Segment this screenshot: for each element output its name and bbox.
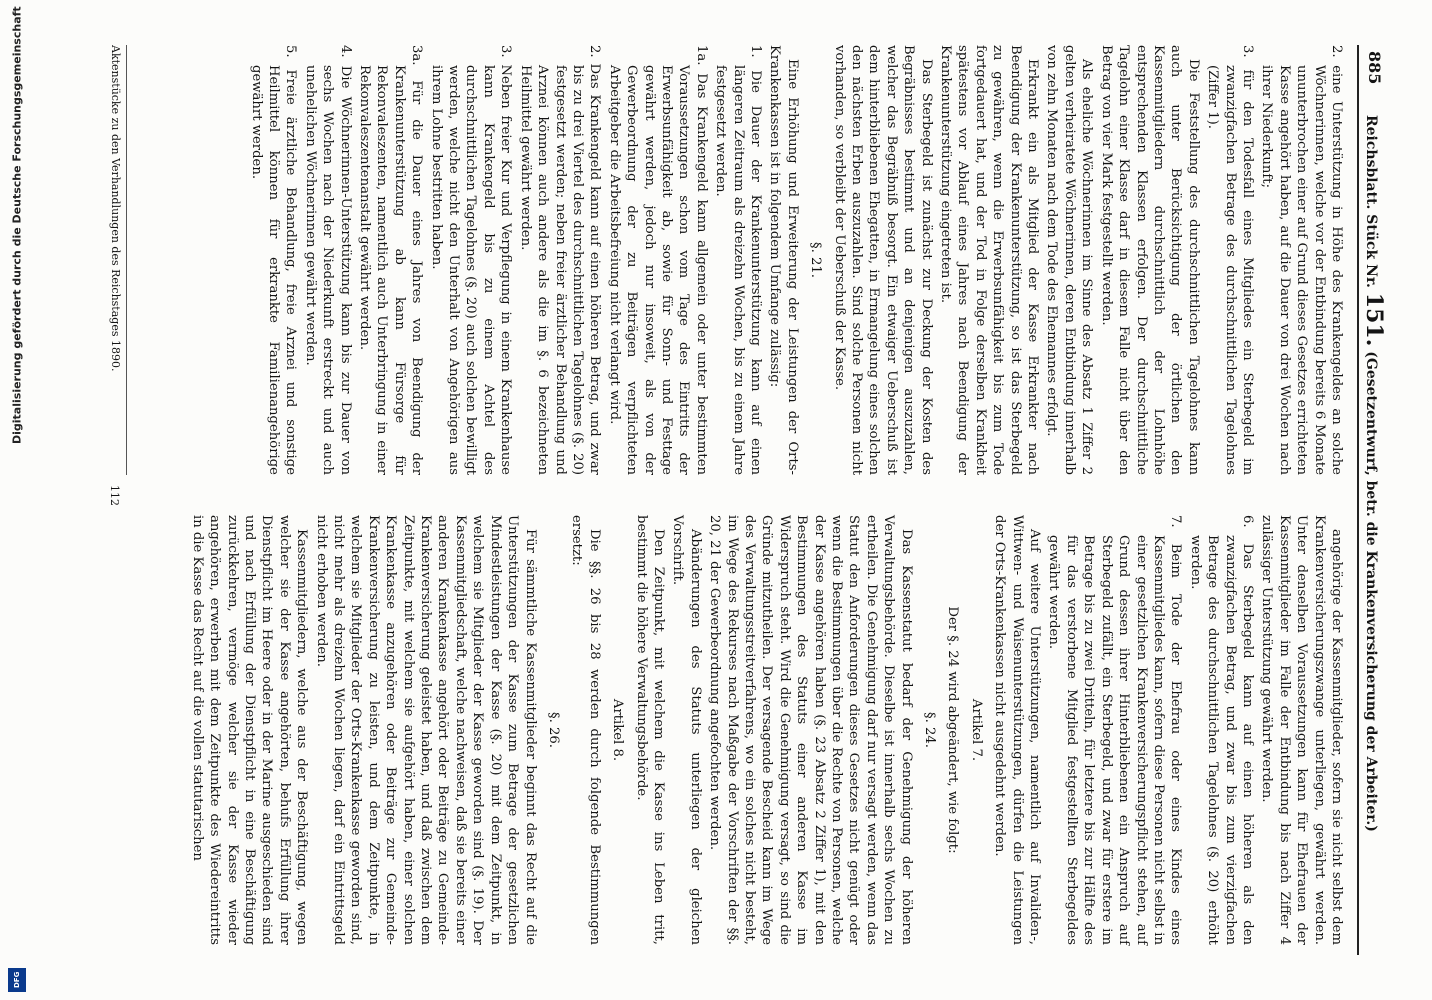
header-title-number: 151. (1361, 292, 1387, 347)
page-header (1357, 45, 1385, 955)
rotated-document-page (45, 45, 1385, 955)
header-title-prefix: Reichsblatt. Stück Nr. (1363, 115, 1379, 288)
page-number: 885 (1365, 51, 1384, 85)
numbered-item: 1a. Das Krankengeld kann allgemein oder unter bestimmten Voraussetzungen schon vom Tage des Eintritts der Erwerbsunfähigkeit ab, sowie für Sonn- und Festtage gewährt werden, jedoch nur insoweit, als von der Gewerbeordnung der zu Beiträgen verpflichteten Arbeitgeber die Arbeitsbefreiung nicht verlangt wird. (606, 45, 709, 475)
paragraph: Kassenmitgliedern, welche aus der Beschäftigung, wegen welcher sie der Kasse angehörten, behufs Erfüllung ihrer Dienstpflicht im Heere oder in der Marine ausgeschieden sind und nach Erfüllung der Dienstpflicht in eine Beschäftigung zurückkehren, vermöge welcher sie der Kasse wieder angehören, erwerben mit dem Zeitpunkte des Wiedereintritts in die Kasse das Recht auf die vollen statutarischen (189, 515, 310, 945)
left-column (245, 45, 1345, 475)
section-heading: Artikel 7. (968, 698, 984, 762)
page-header-title (1361, 115, 1387, 832)
numbered-item: 3a. Für die Dauer eines Jahres von Beendigung der Krankenunterstützung ab kann Fürsorge für Rekonvaleszenten, namentlich auch Unterbringung in einer Rekonvaleszentenanstalt gewährt werden. (357, 45, 425, 475)
right-column (186, 515, 1345, 945)
numbered-item: 3. für den Todesfall eines Mitgliedes ein Sterbegeld im zwanzigfachen Betrage des durchschnittlichen Tagelohnes (Ziffer 1). (1205, 45, 1255, 475)
numbered-item: 6. Das Sterbegeld kann auf einen höheren als den zwanzigfachen Betrag, und zwar bis zum vierzigfachen Betrage des durchschnittlichen Tagelohnes (§. 20) erhöht werden. (1187, 515, 1255, 945)
section-heading: §. 26. (545, 712, 561, 748)
paragraph: Das Sterbegeld ist zunächst zur Deckung der Kosten des Begräbnisses bestimmt und an denjenigen auszuzahlen, welcher das Begräbniß besorgt. Ein etwaiger Ueberschuß ist dem hinterbliebenen Ehegatten, in Ermangelung eines solchen den nächsten Erben auszuzahlen. Sind solche Personen nicht vorhanden, so verbleibt der Ueberschuß der Kasse. (831, 45, 934, 475)
paragraph: Die Feststellung des durchschnittlichen Tagelohnes kann auch unter Berücksichtigung der örtlichen den Kassenmitgliedern durchschnittlich der Lohnhöhe entsprechenden Klassen erfolgen. Der durchschnittliche Tagelohn einer Klasse darf in diesem Falle nicht über den Betrag von vier Mark festgestellt werden. (1098, 45, 1201, 475)
numbered-item: 1. Die Dauer der Krankenunterstützung kann auf einen längeren Zeitraum als dreizehn Wochen, bis zu einem Jahre festgesetzt werden. (713, 45, 763, 475)
header-title-suffix: (Gesetzentwurf, betr. die Krankenversicherung der Arbeiter.) (1363, 351, 1379, 832)
paragraph: Auf weitere Unterstützungen, namentlich auf Invaliden-, Wittwen- und Waisenunterstützungen, dürfen die Leistungen der Orts-Krankenkassen nicht ausgedehnt werden. (992, 515, 1043, 945)
paragraph: Für sämmtliche Kassenmitglieder beginnt das Recht auf die Unterstützungen der Kasse zum Betrage der gesetzlichen Mindestleistungen der Kasse (§. 20) mit dem Zeitpunkt, in welchem sie Mitglieder der Kasse geworden sind (§. 19). Der Kassenmitgliedschaft, welche nachweisen, daß sie bereits einer anderen Krankenkasse angehört oder Beiträge zu Gemeinde-Krankenversicherung geleistet haben, und daß zwischen dem Zeitpunkte, mit welchem sie aufgehört haben, einer solchen Krankenkasse anzugehören oder Beiträge zur Gemeinde-Krankenversicherung zu leisten, und dem Zeitpunkte, in welchem sie Mitglieder der Orts-Krankenkasse geworden sind, nicht mehr als dreizehn Wochen liegen, darf ein Eintrittsgeld nicht erhoben werden. (313, 515, 538, 945)
paragraph: Als eheliche Wöchnerinnen im Sinne des Absatz 1 Ziffer 2 gelten verheiratete Wöchnerinnen, deren Entbindung innerhalb von zehn Monaten nach dem Tode des Ehemannes erfolgt. (1044, 45, 1095, 475)
numbered-item: 7. Beim Tode der Ehefrau oder eines Kindes eines Kassenmitgliedes kann, sofern diese Personen nicht selbst in einer gesetzlichen Krankenversicherungspflicht stehen, auf Grund dessen ihrer Hinterbliebenen ein Anspruch auf Sterbegeld zufällt, ein Sterbegeld, und zwar für erstere im Betrage bis zu zwei Dritteln, für letztere bis zur Hälfte des für das verstorbene Mitglied festgestellten Sterbegeldes gewährt werden. (1046, 515, 1184, 945)
dfg-logo: DFG (8, 968, 26, 992)
section-heading: §. 21. (808, 242, 824, 278)
numbered-item: 2. Das Krankengeld kann auf einen höheren Betrag, und zwar bis zu drei Viertel des durchschnittlichen Tagelohnes (§. 20) festgesetzt werden; neben freier ärztlicher Behandlung und Arznei können auch andere als die im §. 6 bezeichneten Heilmittel gewährt werden. (517, 45, 603, 475)
section-heading: §. 24. (922, 712, 938, 748)
paragraph: Erkrankt ein als Mitglied der Kasse Erkrankter nach Beendigung der Krankenunterstützung, so ist das Sterbegeld zu gewähren, wenn die Erwerbsunfähigkeit bis zum Tode fortgedauert hat, und der Tod in Folge derselben Krankheit spätestens vor Ablauf eines Jahres nach Beendigung der Krankenunterstützung eingetreten ist. (938, 45, 1041, 475)
numbered-item: 5. Freie ärztliche Behandlung, freie Arznei und sonstige Heilmittel können für erkrankte Familienangehörige gewährt werden. (248, 45, 299, 475)
paragraph: Eine Erhöhung und Erweiterung der Leistungen der Orts-Krankenkassen ist in folgendem Umfange zulässig: (767, 45, 800, 475)
paragraph: Das Kassenstatut bedarf der Genehmigung der höheren Verwaltungsbehörde. Dieselbe ist innerhalb sechs Wochen zu ertheilen. Die Genehmigung darf nur versagt werden, wenn das Statut den Anforderungen dieses Gesetzes nicht genügt oder wenn die Bestimmungen über die Rechte von Personen, welche der Kasse angehören haben (§. 23 Absatz 2 Ziffer 1), mit den Bestimmungen des Statuts einer anderen Kasse im Widerspruch steht. Wird die Genehmigung versagt, so sind die Gründe mitzutheilen. Der versagende Bescheid kann im Wege des Verwaltungsstreitverfahrens, wo ein solches nicht besteht, im Wege des Rekurses nach Maßgabe der Vorschriften der §§. 20, 21 der Gewerbeordnung angefochten werden. (707, 515, 914, 945)
footer-note: Aktenstücke zu den Verhandlungen des Reichstages 1890. (107, 45, 127, 475)
paragraph: Den Zeitpunkt, mit welchem die Kasse ins Leben tritt, bestimmt die höhere Verwaltungsbehörde. (633, 515, 666, 945)
paragraph: Abänderungen des Statuts unterliegen der gleichen Vorschrift. (670, 515, 703, 945)
paragraph: angehörige der Kassenmitglieder, sofern sie nicht selbst dem Krankenversicherungszwange unterliegen, gewährt werden. Unter denselben Voraussetzungen kann für Ehefrauen der Kassenmitglieder im Falle der Entbindung bis nach Ziffer 4 zulässiger Unterstützung gewährt werden. (1259, 515, 1344, 945)
digitization-credit: Digitalisierung gefördert durch die Deutsche Forschungsgemeinschaft (10, 6, 24, 444)
section-heading: Artikel 8. (610, 698, 626, 762)
page-foot-number: 112 (108, 485, 121, 506)
numbered-item: 2. eine Unterstützung in Höhe des Krankengeldes an solche Wöchnerinnen, welche vor der Entbindung bereits 6 Monate ununterbrochen einer auf Grund dieses Gesetzes errichteten Kasse angehört haben, auf die Dauer von drei Wochen nach ihrer Niederkunft; (1259, 45, 1344, 475)
paragraph: Die §§. 26 bis 28 werden durch folgende Bestimmungen ersetzt: (569, 515, 602, 945)
numbered-item: 3. Neben freier Kur und Verpflegung in einem Krankenhause kann Krankengeld bis zu einem Achtel des durchschnittlichen Tagelohnes (§. 20) auch solchen bewilligt werden, welche nicht den Unterhalt von Angehörigen aus ihrem Lohne bestritten haben. (428, 45, 514, 475)
section-heading: Der §. 24 wird abgeändert, wie folgt: (945, 606, 961, 854)
numbered-item: 4. Die Wöchnerinnen-Unterstützung kann bis zur Dauer von sechs Wochen nach der Niederkunft erstreckt und auch unehelichen Wöchnerinnen gewährt werden. (302, 45, 353, 475)
